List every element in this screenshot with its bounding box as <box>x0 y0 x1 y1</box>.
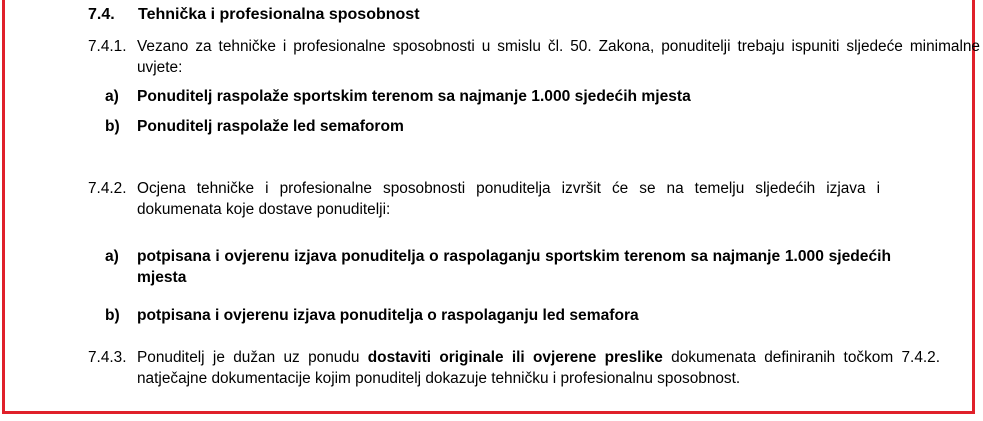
section-number: 7.4. <box>88 6 115 23</box>
paragraph-text-before: Ponuditelj je dužan uz ponudu <box>137 349 368 366</box>
paragraph-text-bold: dostaviti originale ili ovjerene preslike <box>367 349 663 366</box>
paragraph-number: 7.4.2. <box>88 180 127 197</box>
paragraph-number: 7.4.3. <box>88 349 127 366</box>
paragraph-number: 7.4.1. <box>88 38 127 55</box>
list-label: a) <box>105 88 119 105</box>
list-text: Ponuditelj raspolaže sportskim terenom sa najmanje 1.000 sjedećih mjesta <box>137 88 691 105</box>
list-label: b) <box>105 307 120 324</box>
list-text: potpisana i ovjerenu izjava ponuditelja o raspolaganju sportskim terenom sa najmanje 1.000 sjedećih mjesta <box>137 248 891 286</box>
list-text: potpisana i ovjerenu izjava ponuditelja o raspolaganju led semafora <box>137 307 639 324</box>
paragraph-text: Ocjena tehničke i profesionalne sposobnosti ponuditelja izvršit će se na temelju sljedećih izjava i dokumenata koje dostave ponuditelji: <box>137 180 880 218</box>
section-title: Tehnička i profesionalna sposobnost <box>138 6 420 23</box>
paragraph-text: Vezano za tehničke i profesionalne sposobnosti u smislu čl. 50. Zakona, ponuditelji trebaju ispuniti sljedeće minimalne uvjete: <box>137 38 980 76</box>
list-label: a) <box>105 248 119 265</box>
paragraph-text-after: dokumenata definiranih točkom 7.4.2. natječajne dokumentacije kojim ponuditelj dokazuje tehničku i profesionalnu sposobnost. <box>137 349 940 387</box>
section-heading <box>88 6 420 24</box>
list-label: b) <box>105 118 120 135</box>
paragraph-text <box>137 347 940 389</box>
list-text: Ponuditelj raspolaže led semaforom <box>137 118 404 135</box>
